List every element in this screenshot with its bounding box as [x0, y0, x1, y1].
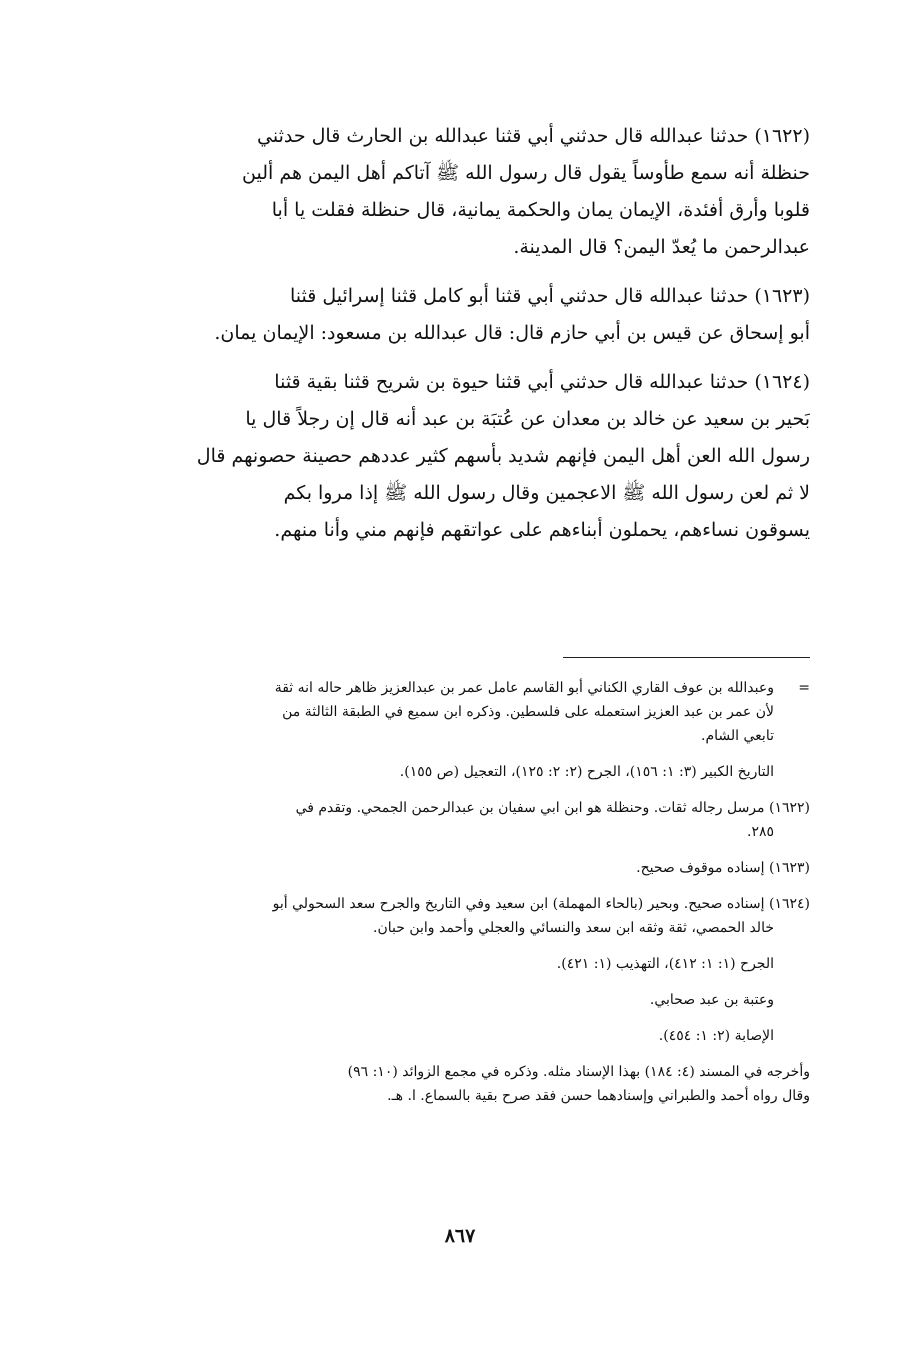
footnote-closing	[110, 1060, 810, 1108]
footnote-line: وأخرجه في المسند (٤: ١٨٤) بهذا الإسناد مثله. وذكره في مجمع الزوائد (١٠: ٩٦)	[347, 1064, 810, 1080]
text-line: (١٦٢٢) حدثنا عبدالله قال حدثني أبي قثنا عبدالله بن الحارث قال حدثني	[257, 125, 810, 147]
footnote-1623	[110, 856, 810, 880]
footnote-line: وقال رواه أحمد والطبراني وإسنادهما حسن فقد صرح بقية بالسماع. ا. هـ.	[387, 1088, 810, 1104]
footnote-line: لأن عمر بن عبد العزيز استعمله على فلسطين. وذكره ابن سميع في الطبقة الثالثة من	[282, 704, 774, 720]
footnote-line: (١٦٢٣) إسناده موقوف صحيح.	[636, 860, 810, 876]
footnote-line: الإصابة (٢: ١: ٤٥٤).	[658, 1028, 774, 1044]
footnote-line: ٢٨٥.	[746, 824, 774, 840]
footnote-1624	[110, 892, 810, 940]
text-line: قلوبا وأرق أفئدة، الإيمان يمان والحكمة يمانية، قال حنظلة فقلت يا أبا	[271, 199, 810, 221]
footnote-refs	[110, 952, 810, 976]
footnote-line: وعبدالله بن عوف القاري الكناني أبو القاسم عامل عمر بن عبدالعزيز ظاهر حاله انه ثقة	[274, 680, 774, 696]
text-line: رسول الله العن أهل اليمن فإنهم شديد بأسهم كثير عددهم حصينة حصونهم قال	[196, 445, 810, 467]
footnote-line: تابعي الشام.	[701, 728, 774, 744]
main-text	[110, 118, 810, 561]
footnote-line: خالد الحمصي، ثقة وثقه ابن سعد والنسائي والعجلي وأحمد وابن حبان.	[373, 920, 774, 936]
text-line: (١٦٢٣) حدثنا عبدالله قال حدثني أبي قثنا أبو كامل قثنا إسرائيل قثنا	[289, 285, 810, 307]
footnote-line: وعتبة بن عبد صحابي.	[649, 992, 774, 1008]
footnote-line: (١٦٢٤) إسناده صحيح. وبحير (بالحاء المهملة) ابن سعيد وفي التاريخ والجرح سعد السحولي أبو	[272, 896, 810, 912]
footnote-line: الجرح (١: ١: ٤١٢)، التهذيب (١: ٤٢١).	[556, 956, 774, 972]
footnote-refs	[110, 760, 810, 784]
text-line: لا ثم لعن رسول الله ﷺ الاعجمين وقال رسول الله ﷺ إذا مروا بكم	[283, 482, 810, 504]
text-line: بَحير بن سعيد عن خالد بن معدان عن عُتبَة بن عبد أنه قال إن رجلاً قال يا	[245, 408, 810, 430]
footnote-line: (١٦٢٢) مرسل رجاله ثقات. وحنظلة هو ابن ابي سفيان بن عبدالرحمن الجمحي. وتقدم في	[295, 800, 810, 816]
text-line: عبدالرحمن ما يُعدّ اليمن؟ قال المدينة.	[513, 236, 810, 258]
text-line: يسوقون نساءهم، يحملون أبناءهم على عواتقهم فإنهم مني وأنا منهم.	[274, 519, 810, 541]
hadith-1622	[110, 118, 810, 266]
footnotes	[110, 676, 810, 1120]
footnote-continuation	[110, 676, 810, 748]
footnote-text	[110, 988, 810, 1012]
footnote-1622	[110, 796, 810, 844]
footnote-separator	[563, 657, 810, 658]
text-line: حنظلة أنه سمع طأوساً يقول قال رسول الله ﷺ آتاكم أهل اليمن هم ألين	[242, 162, 810, 184]
text-line: أبو إسحاق عن قيس بن أبي حازم قال: قال عبدالله بن مسعود: الإيمان يمان.	[214, 322, 810, 344]
text-line: (١٦٢٤) حدثنا عبدالله قال حدثني أبي قثنا حيوة بن شريح قثنا بقية قثنا	[274, 371, 810, 393]
page-number: ٨٦٧	[444, 1225, 476, 1247]
footnote-refs	[110, 1024, 810, 1048]
footnote-line: التاريخ الكبير (٣: ١: ١٥٦)، الجرح (٢: ٢: ١٢٥)، التعجيل (ص ١٥٥).	[399, 764, 774, 780]
continuation-marker: =	[798, 680, 810, 696]
hadith-1624	[110, 364, 810, 549]
hadith-1623	[110, 278, 810, 352]
